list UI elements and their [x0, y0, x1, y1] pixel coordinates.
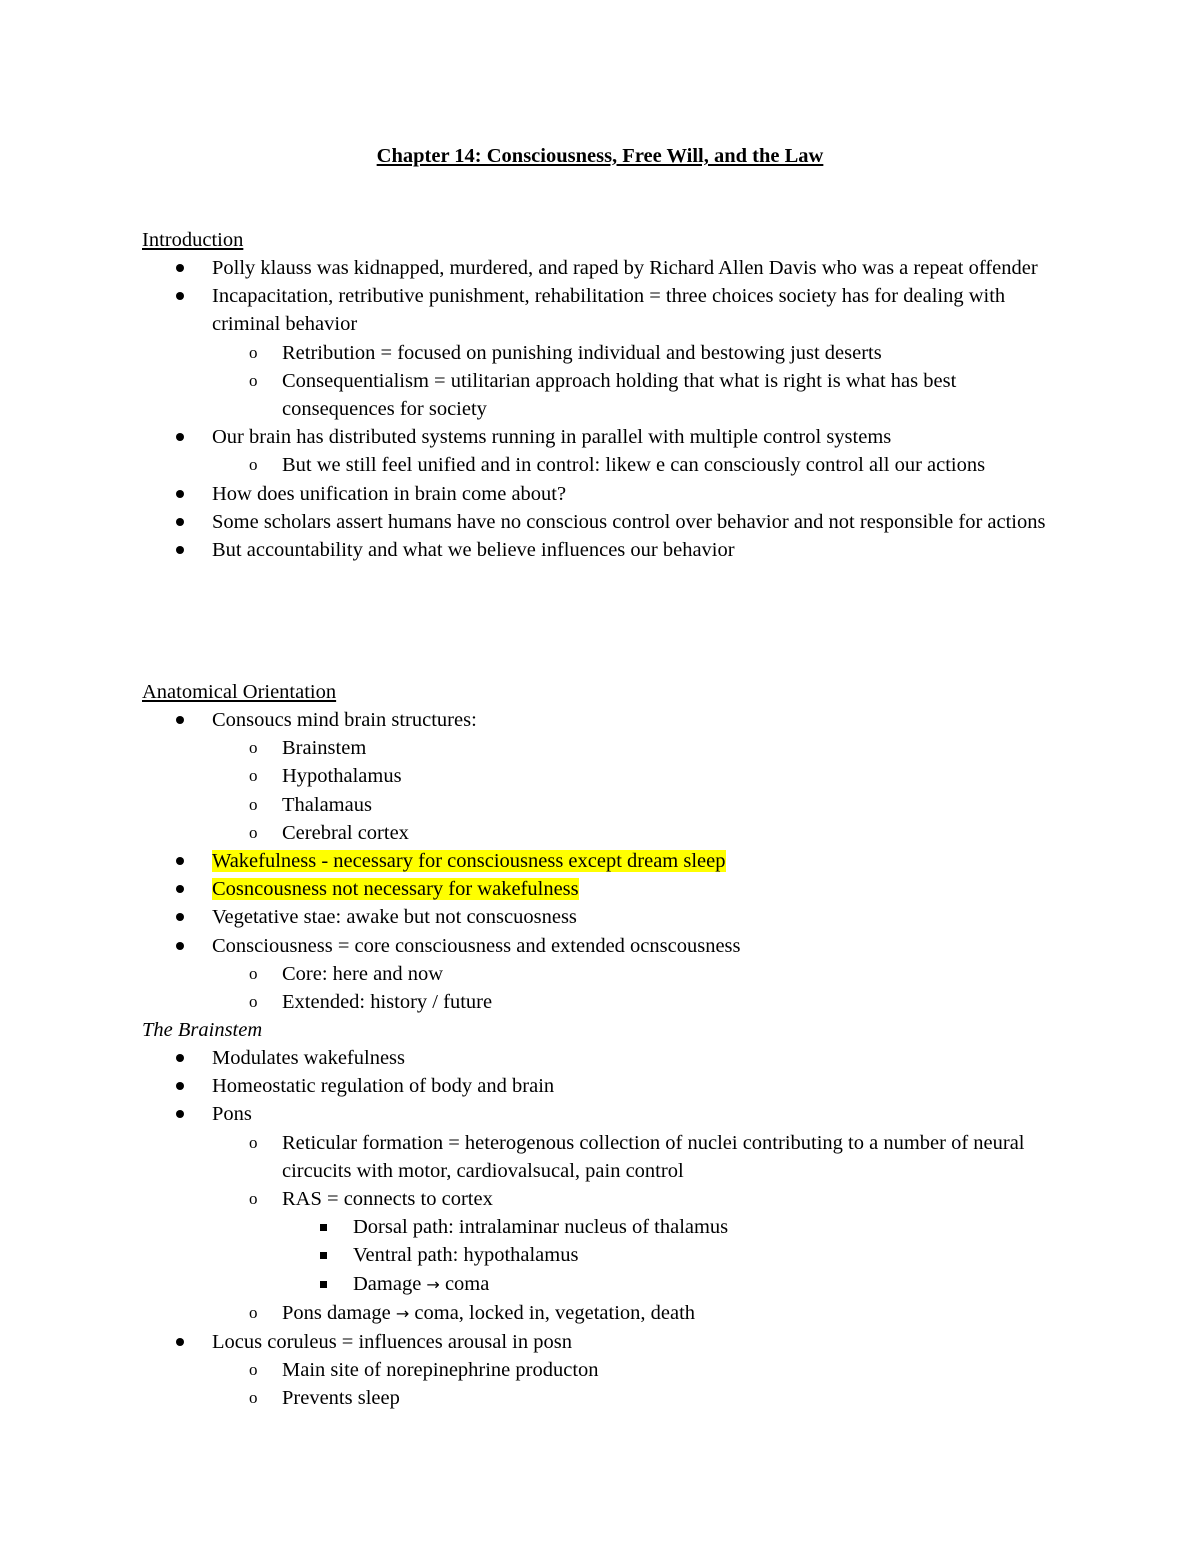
sub-list-item-text: Cerebral cortex [282, 821, 409, 844]
sub-list-item [211, 1185, 1063, 1299]
sub-list-item-text: Main site of norepinephrine producton [282, 1359, 599, 1382]
list-item-text: Vegetative stae: awake but not conscuosness [212, 906, 577, 929]
sub-list-item-text: Pons damage [282, 1301, 391, 1324]
sub-sub-list-item-text: coma [444, 1272, 490, 1295]
bullet-icon [176, 518, 184, 526]
list-item [0, 254, 1064, 282]
sub-list-item-text: RAS = connects to cortex [282, 1188, 493, 1211]
square-bullet-icon [320, 1252, 327, 1259]
bullet-icon [176, 716, 184, 724]
sub-list-item-text: Brainstem [282, 737, 367, 760]
circle-bullet-icon: o [249, 766, 258, 786]
sub-list-item [211, 1299, 1063, 1328]
sub-list-item-text: Consequentialism = utilitarian approach holding that what is right is what has best consequences for society [282, 369, 957, 421]
circle-bullet-icon: o [249, 1302, 258, 1322]
circle-bullet-icon: o [249, 1388, 258, 1408]
highlighted-text: Wakefulness - necessary for consciousness except dream sleep [212, 850, 726, 873]
sub-sub-list-item [282, 1213, 1063, 1241]
list-item [0, 423, 1064, 479]
bullet-icon [176, 546, 184, 554]
sub-list-item [211, 734, 1063, 762]
sub-list [212, 339, 1064, 424]
list-item [0, 1100, 1064, 1328]
sub-list-item [211, 451, 1063, 479]
circle-bullet-icon: o [249, 455, 258, 475]
sub-list-item [211, 791, 1063, 819]
sub-list-item [211, 988, 1063, 1016]
bullet-icon [176, 885, 184, 893]
sub-list-item-text: coma, locked in, vegetation, death [414, 1301, 696, 1324]
circle-bullet-icon: o [249, 963, 258, 983]
bullet-icon [176, 1054, 184, 1062]
circle-bullet-icon: o [249, 1132, 258, 1152]
list-item [0, 1328, 1064, 1413]
circle-bullet-icon: o [249, 738, 258, 758]
list-item [0, 508, 1064, 536]
sub-list [212, 1356, 1064, 1412]
list-item [0, 706, 1064, 847]
circle-bullet-icon: o [249, 370, 258, 390]
list-item [0, 480, 1064, 508]
list-item-text: But accountability and what we believe influences our behavior [212, 539, 735, 562]
list-item-text: Some scholars assert humans have no conscious control over behavior and not responsible for actions [212, 510, 1046, 533]
section-heading-introduction: Introduction [142, 229, 244, 251]
sub-sub-list [282, 1213, 1063, 1299]
bullet-icon [176, 913, 184, 921]
list-item [0, 1044, 1064, 1072]
circle-bullet-icon: o [249, 342, 258, 362]
circle-bullet-icon: o [249, 1360, 258, 1380]
circle-bullet-icon: o [249, 822, 258, 842]
sub-list-item-text: Retribution = focused on punishing individual and bestowing just deserts [282, 341, 882, 364]
bullet-icon [176, 264, 184, 272]
list-item-text: Polly klauss was kidnapped, murdered, and raped by Richard Allen Davis who was a repeat offender [212, 257, 1038, 279]
circle-bullet-icon: o [249, 794, 258, 814]
section-heading-anatomical-orientation: Anatomical Orientation [142, 681, 337, 703]
sub-sub-list-item [282, 1270, 1063, 1299]
sub-list-item [211, 819, 1063, 847]
sub-sub-list-item [282, 1241, 1063, 1269]
square-bullet-icon [320, 1224, 327, 1231]
sub-list-item-text: But we still feel unified and in control: likew e can consciously control all our actions [282, 454, 986, 477]
right-arrow-icon: → [395, 1303, 410, 1323]
list-item [0, 536, 1064, 564]
list-item [0, 932, 1064, 1017]
bullet-icon [176, 1338, 184, 1346]
sub-list-item [211, 1356, 1063, 1384]
list-item-text: Consoucs mind brain structures: [212, 709, 477, 731]
sub-list-item-text: Core: here and now [282, 962, 444, 985]
subsection-heading-brainstem: The Brainstem [142, 1019, 263, 1041]
bullet-icon [176, 857, 184, 865]
bullet-icon [176, 942, 184, 950]
bullet-icon [176, 1110, 184, 1118]
bullet-icon [176, 1082, 184, 1090]
sub-sub-list-item-text: Damage [353, 1272, 422, 1295]
brainstem-list [0, 1044, 1200, 1413]
sub-list-item [211, 367, 1063, 423]
anatomical-list [0, 706, 1200, 1016]
sub-list-item-text: Hypothalamus [282, 765, 402, 788]
circle-bullet-icon: o [249, 992, 258, 1012]
sub-list [212, 451, 1064, 479]
circle-bullet-icon: o [249, 1189, 258, 1209]
sub-list-item [211, 762, 1063, 790]
bullet-icon [176, 490, 184, 498]
introduction-list [0, 254, 1200, 564]
right-arrow-icon: → [426, 1274, 440, 1294]
list-item-text: Our brain has distributed systems running in parallel with multiple control systems [212, 426, 892, 449]
sub-list [212, 960, 1064, 1016]
sub-list-item-text: Prevents sleep [282, 1387, 400, 1410]
list-item-text: Pons [212, 1103, 252, 1126]
list-item [0, 903, 1064, 931]
list-item-text: Incapacitation, retributive punishment, rehabilitation = three choices society has for dealing with criminal behavior [212, 285, 1006, 336]
highlighted-text: Cosncousness not necessary for wakefulness [212, 878, 579, 901]
sub-list-item [211, 339, 1063, 367]
list-item [0, 875, 1064, 903]
bullet-icon [176, 292, 184, 300]
list-item [0, 282, 1064, 423]
sub-list-item [211, 1384, 1063, 1412]
sub-sub-list-item-text: Ventral path: hypothalamus [353, 1244, 579, 1267]
sub-list-item-text: Reticular formation = heterogenous collection of nuclei contributing to a number of neural circucits with motor, cardiovalsucal, pain control [282, 1131, 1025, 1182]
sub-list [212, 734, 1064, 847]
list-item-text: How does unification in brain come about? [212, 482, 567, 505]
sub-list-item [211, 960, 1063, 988]
sub-list-item-text: Thalamaus [282, 793, 372, 816]
list-item [0, 847, 1064, 875]
sub-list [212, 1129, 1064, 1328]
document-title: Chapter 14: Consciousness, Free Will, and the Law [376, 145, 824, 167]
list-item-text: Homeostatic regulation of body and brain [212, 1075, 555, 1098]
sub-sub-list-item-text: Dorsal path: intralaminar nucleus of thalamus [353, 1216, 729, 1239]
bullet-icon [176, 433, 184, 441]
square-bullet-icon [320, 1281, 327, 1288]
sub-list-item [211, 1129, 1063, 1185]
sub-list-item-text: Extended: history / future [282, 991, 493, 1014]
list-item-text: Locus coruleus = influences arousal in posn [212, 1331, 572, 1354]
list-item-text: Consciousness = core consciousness and extended ocnscousness [212, 934, 741, 957]
list-item-text: Modulates wakefulness [212, 1047, 405, 1069]
list-item [0, 1072, 1064, 1100]
